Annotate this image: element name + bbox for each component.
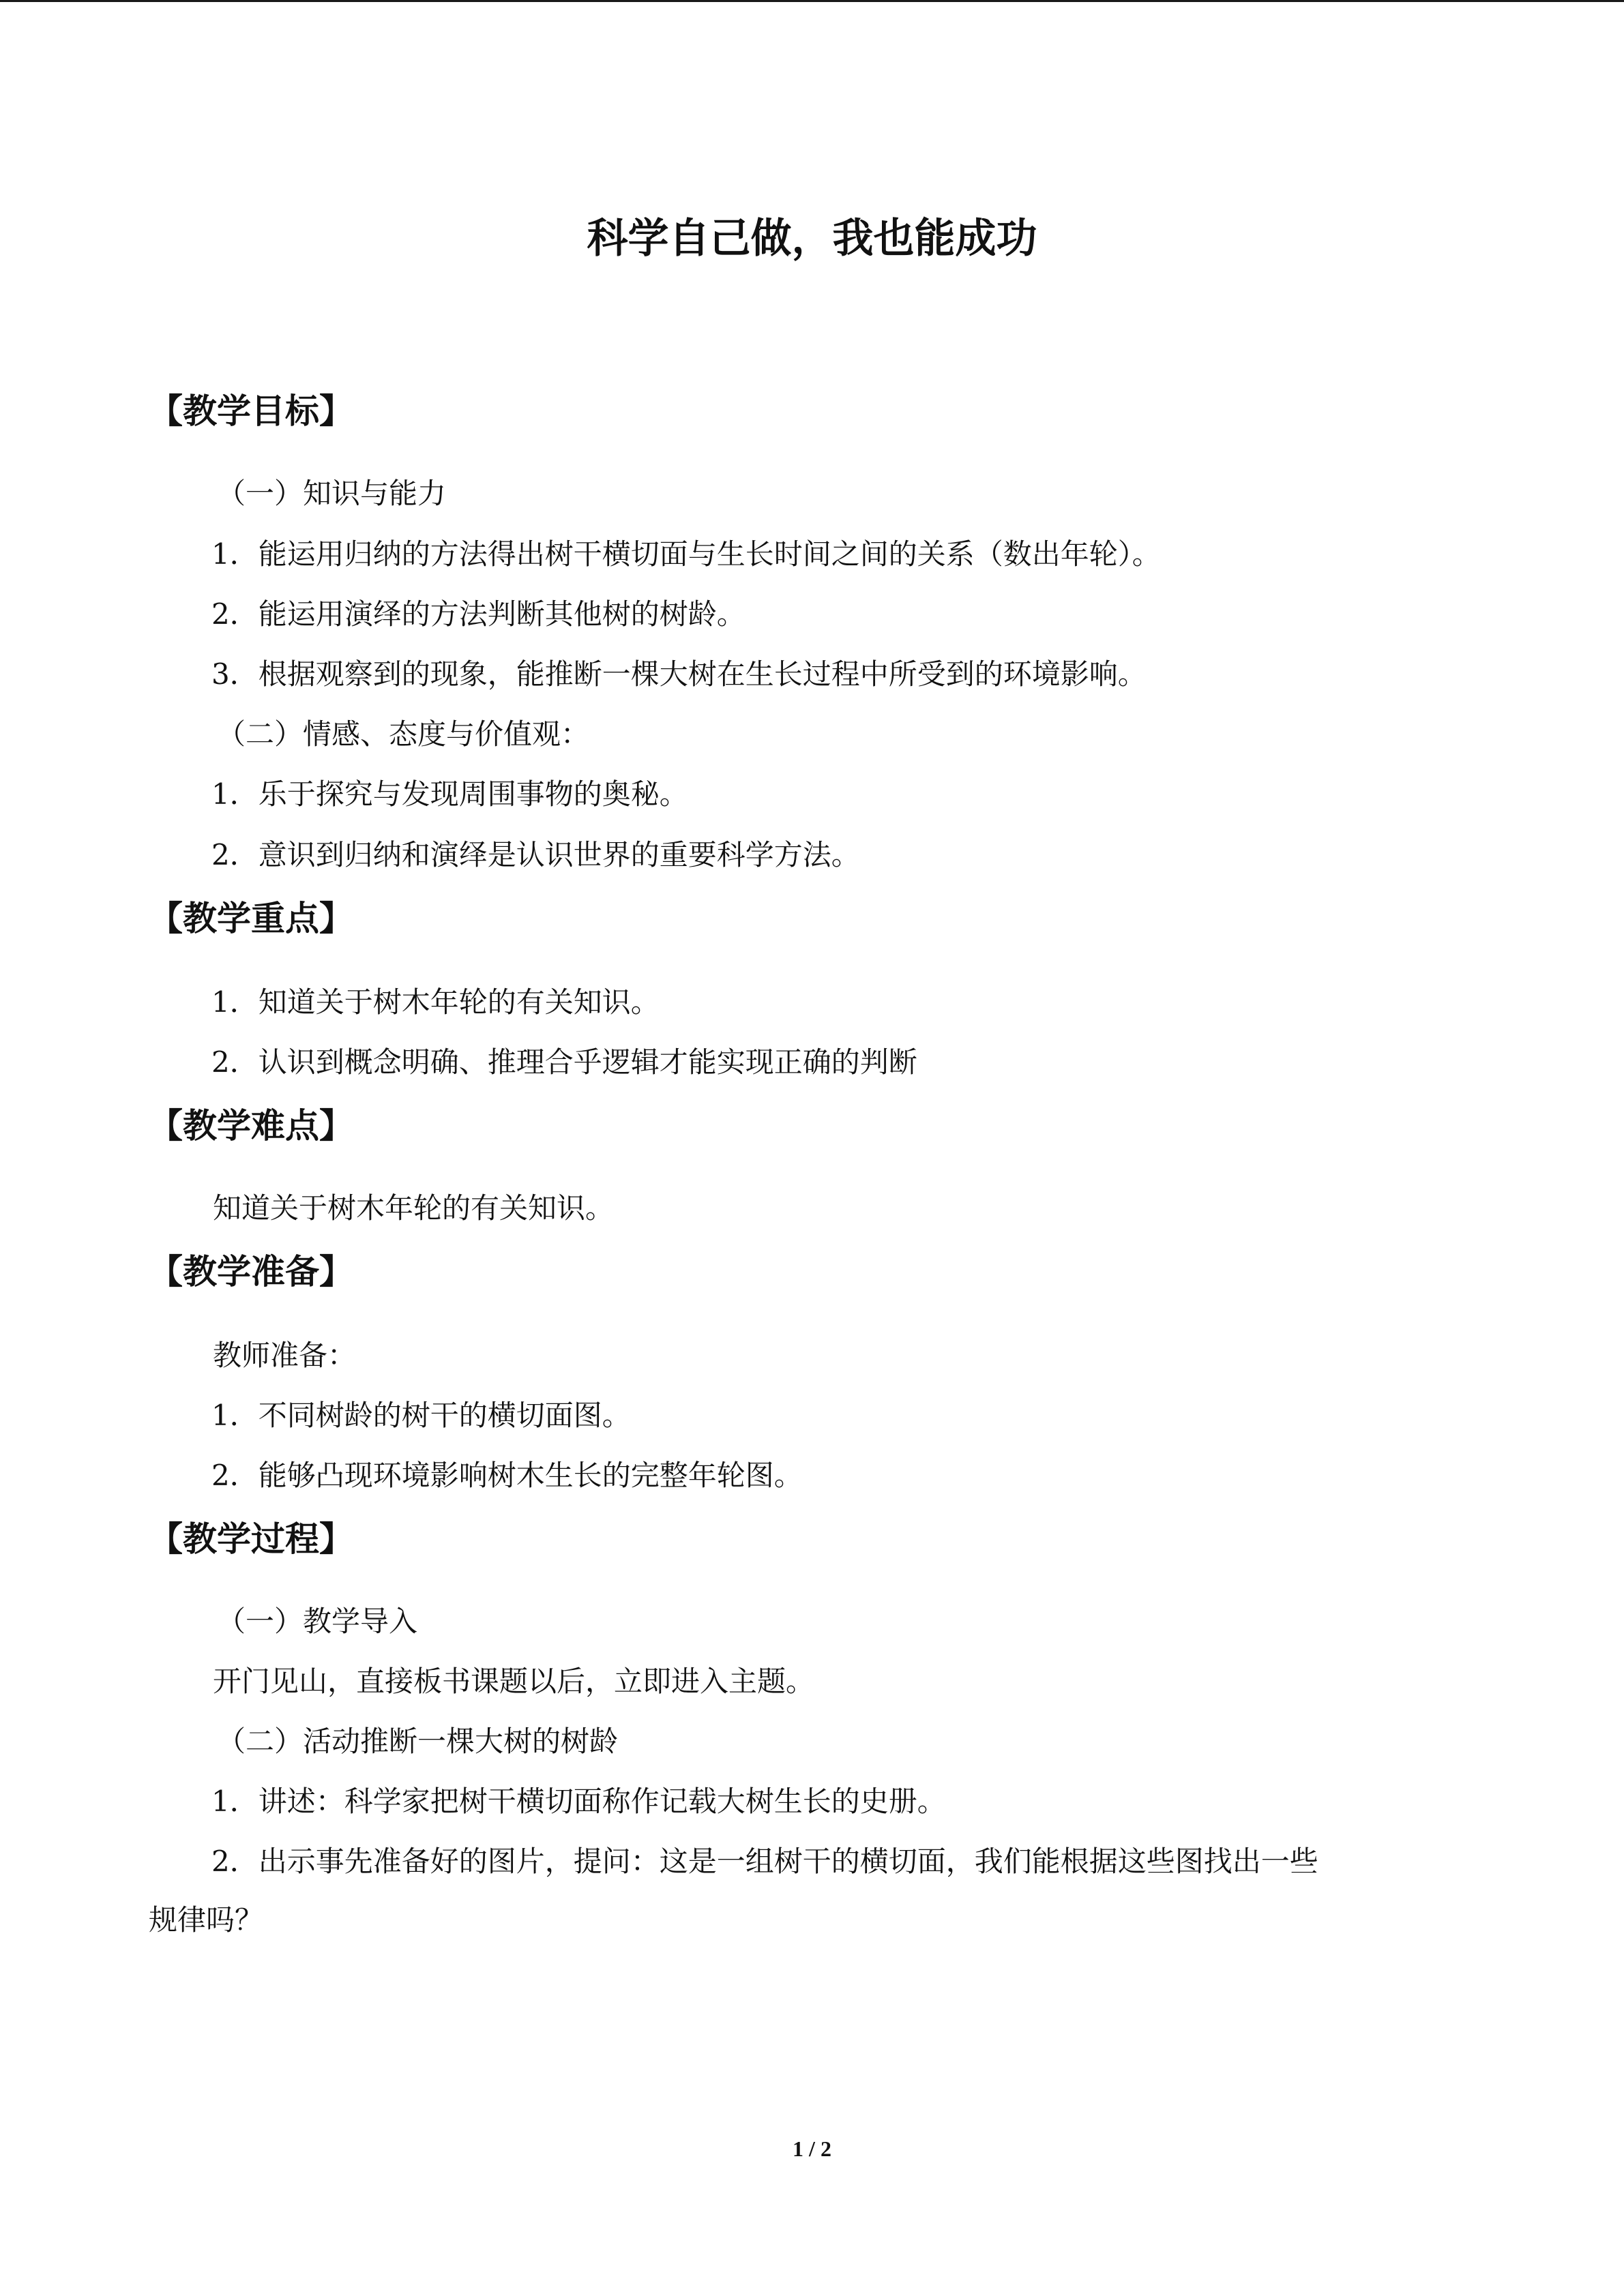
section-heading-key-points: 【教学重点】 xyxy=(149,899,353,938)
key-points-item: 1．知道关于树木年轮的有关知识。 xyxy=(211,985,660,1019)
process-subheading-activity: （二）活动推断一棵大树的树龄 xyxy=(217,1725,619,1758)
objectives-item: 3．根据观察到的现象，能推断一棵大树在生长过程中所受到的环境影响。 xyxy=(211,657,1147,691)
section-heading-preparation: 【教学准备】 xyxy=(149,1252,353,1292)
objectives-subheading-knowledge: （一）知识与能力 xyxy=(217,477,447,510)
preparation-intro: 教师准备： xyxy=(213,1339,357,1372)
section-heading-objectives: 【教学目标】 xyxy=(149,391,353,431)
objectives-subheading-attitude: （二）情感、态度与价值观： xyxy=(217,717,590,751)
preparation-item: 2．能够凸现环境影响树木生长的完整年轮图。 xyxy=(211,1459,803,1492)
process-item: 2．出示事先准备好的图片，提问：这是一组树干的横切面，我们能根据这些图找出一些 xyxy=(211,1845,1318,1878)
document-title: 科学自己做，我也能成功 xyxy=(587,215,1037,263)
objectives-item: 2．能运用演绎的方法判断其他树的树龄。 xyxy=(211,597,745,631)
process-text: 开门见山，直接板书课题以后，立即进入主题。 xyxy=(213,1665,815,1698)
difficulties-text: 知道关于树木年轮的有关知识。 xyxy=(213,1191,615,1225)
objectives-item: 2．意识到归纳和演绎是认识世界的重要科学方法。 xyxy=(211,838,860,871)
process-item: 1．讲述：科学家把树干横切面称作记载大树生长的史册。 xyxy=(211,1785,946,1818)
process-item-continuation: 规律吗？ xyxy=(149,1903,264,1937)
section-heading-difficulties: 【教学难点】 xyxy=(149,1106,353,1146)
objectives-item: 1．乐于探究与发现周围事物的奥秘。 xyxy=(211,777,688,811)
top-border-rule xyxy=(0,0,1624,2)
page-number: 1 / 2 xyxy=(793,2136,831,2161)
key-points-item: 2．认识到概念明确、推理合乎逻辑才能实现正确的判断 xyxy=(211,1045,917,1079)
objectives-item: 1．能运用归纳的方法得出树干横切面与生长时间之间的关系（数出年轮）。 xyxy=(211,537,1161,571)
section-heading-process: 【教学过程】 xyxy=(149,1519,353,1559)
process-subheading-intro: （一）教学导入 xyxy=(217,1605,418,1638)
preparation-item: 1．不同树龄的树干的横切面图。 xyxy=(211,1399,631,1432)
